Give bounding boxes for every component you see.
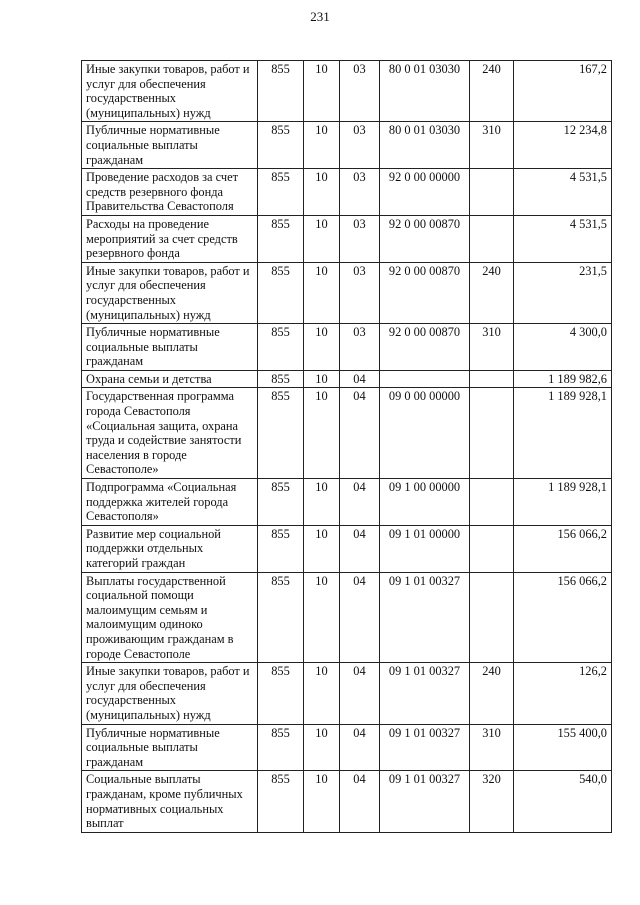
row-vr xyxy=(470,525,514,572)
row-name: Подпрограмма «Социальная поддержка жителей города Севастополя» xyxy=(82,479,258,526)
row-csr: 09 0 00 00000 xyxy=(380,388,470,479)
row-pr: 04 xyxy=(340,388,380,479)
row-name: Иные закупки товаров, работ и услуг для обеспечения государственных (муниципальных) нужд xyxy=(82,663,258,724)
row-name: Иные закупки товаров, работ и услуг для обеспечения государственных (муниципальных) нужд xyxy=(82,61,258,122)
row-csr: 92 0 00 00870 xyxy=(380,215,470,262)
row-name: Выплаты государственной социальной помощи малоимущим семьям и малоимущим одиноко проживающим гражданам в городе Севастополе xyxy=(82,572,258,663)
table-row xyxy=(82,61,612,122)
row-sum: 231,5 xyxy=(514,262,612,323)
row-vr xyxy=(470,572,514,663)
row-csr: 92 0 00 00000 xyxy=(380,169,470,216)
row-vr: 310 xyxy=(470,324,514,371)
row-name: Публичные нормативные социальные выплаты гражданам xyxy=(82,324,258,371)
row-pr: 04 xyxy=(340,724,380,771)
row-ved: 855 xyxy=(258,262,304,323)
row-name: Развитие мер социальной поддержки отдельных категорий граждан xyxy=(82,525,258,572)
row-ved: 855 xyxy=(258,525,304,572)
row-pr: 03 xyxy=(340,169,380,216)
row-pr: 04 xyxy=(340,572,380,663)
table-row xyxy=(82,169,612,216)
row-sum: 156 066,2 xyxy=(514,572,612,663)
row-rz: 10 xyxy=(304,262,340,323)
row-ved: 855 xyxy=(258,122,304,169)
row-vr: 240 xyxy=(470,663,514,724)
row-rz: 10 xyxy=(304,388,340,479)
row-rz: 10 xyxy=(304,61,340,122)
row-csr: 92 0 00 00870 xyxy=(380,262,470,323)
row-sum: 1 189 928,1 xyxy=(514,479,612,526)
row-ved: 855 xyxy=(258,370,304,388)
row-rz: 10 xyxy=(304,525,340,572)
row-ved: 855 xyxy=(258,479,304,526)
row-sum: 1 189 928,1 xyxy=(514,388,612,479)
row-vr xyxy=(470,169,514,216)
row-pr: 03 xyxy=(340,324,380,371)
row-name: Социальные выплаты гражданам, кроме публичных нормативных социальных выплат xyxy=(82,771,258,832)
row-vr xyxy=(470,388,514,479)
row-pr: 03 xyxy=(340,262,380,323)
table-row xyxy=(82,724,612,771)
table-row xyxy=(82,370,612,388)
row-ved: 855 xyxy=(258,169,304,216)
row-pr: 03 xyxy=(340,122,380,169)
row-rz: 10 xyxy=(304,169,340,216)
row-vr: 240 xyxy=(470,61,514,122)
row-rz: 10 xyxy=(304,370,340,388)
row-ved: 855 xyxy=(258,388,304,479)
row-ved: 855 xyxy=(258,663,304,724)
table-row xyxy=(82,388,612,479)
table-row xyxy=(82,663,612,724)
row-csr: 09 1 01 00327 xyxy=(380,771,470,832)
row-sum: 156 066,2 xyxy=(514,525,612,572)
row-pr: 04 xyxy=(340,370,380,388)
row-sum: 4 531,5 xyxy=(514,215,612,262)
row-ved: 855 xyxy=(258,771,304,832)
row-name: Государственная программа города Севастополя «Социальная защита, охрана труда и содействие занятости населения в городе Севастополе» xyxy=(82,388,258,479)
row-csr: 09 1 01 00327 xyxy=(380,572,470,663)
row-sum: 4 300,0 xyxy=(514,324,612,371)
row-vr: 310 xyxy=(470,724,514,771)
table-row xyxy=(82,525,612,572)
row-rz: 10 xyxy=(304,724,340,771)
table-row xyxy=(82,262,612,323)
row-csr: 09 1 01 00000 xyxy=(380,525,470,572)
row-pr: 04 xyxy=(340,479,380,526)
row-pr: 04 xyxy=(340,771,380,832)
row-ved: 855 xyxy=(258,215,304,262)
row-pr: 04 xyxy=(340,663,380,724)
row-sum: 4 531,5 xyxy=(514,169,612,216)
row-rz: 10 xyxy=(304,479,340,526)
row-csr: 80 0 01 03030 xyxy=(380,61,470,122)
row-vr xyxy=(470,370,514,388)
row-rz: 10 xyxy=(304,122,340,169)
row-csr: 09 1 01 00327 xyxy=(380,724,470,771)
row-name: Иные закупки товаров, работ и услуг для обеспечения государственных (муниципальных) нужд xyxy=(82,262,258,323)
row-pr: 03 xyxy=(340,215,380,262)
row-name: Публичные нормативные социальные выплаты гражданам xyxy=(82,724,258,771)
row-vr: 320 xyxy=(470,771,514,832)
row-csr: 92 0 00 00870 xyxy=(380,324,470,371)
table-row xyxy=(82,572,612,663)
row-csr: 09 1 00 00000 xyxy=(380,479,470,526)
row-sum: 126,2 xyxy=(514,663,612,724)
row-vr xyxy=(470,479,514,526)
row-sum: 540,0 xyxy=(514,771,612,832)
row-rz: 10 xyxy=(304,215,340,262)
table-row xyxy=(82,122,612,169)
row-sum: 1 189 982,6 xyxy=(514,370,612,388)
page-number: 231 xyxy=(310,9,330,24)
row-ved: 855 xyxy=(258,724,304,771)
table-row xyxy=(82,771,612,832)
row-vr xyxy=(470,215,514,262)
row-rz: 10 xyxy=(304,572,340,663)
row-sum: 155 400,0 xyxy=(514,724,612,771)
row-name: Расходы на проведение мероприятий за счет средств резервного фонда xyxy=(82,215,258,262)
row-rz: 10 xyxy=(304,324,340,371)
row-name: Публичные нормативные социальные выплаты гражданам xyxy=(82,122,258,169)
row-pr: 03 xyxy=(340,61,380,122)
row-rz: 10 xyxy=(304,771,340,832)
row-csr xyxy=(380,370,470,388)
row-sum: 167,2 xyxy=(514,61,612,122)
row-name: Охрана семьи и детства xyxy=(82,370,258,388)
row-rz: 10 xyxy=(304,663,340,724)
row-ved: 855 xyxy=(258,61,304,122)
row-ved: 855 xyxy=(258,572,304,663)
table-row xyxy=(82,479,612,526)
table-row xyxy=(82,324,612,371)
row-csr: 09 1 01 00327 xyxy=(380,663,470,724)
row-vr: 240 xyxy=(470,262,514,323)
row-sum: 12 234,8 xyxy=(514,122,612,169)
row-ved: 855 xyxy=(258,324,304,371)
row-vr: 310 xyxy=(470,122,514,169)
row-csr: 80 0 01 03030 xyxy=(380,122,470,169)
table-row xyxy=(82,215,612,262)
row-name: Проведение расходов за счет средств резервного фонда Правительства Севастополя xyxy=(82,169,258,216)
row-pr: 04 xyxy=(340,525,380,572)
budget-table xyxy=(81,60,612,833)
